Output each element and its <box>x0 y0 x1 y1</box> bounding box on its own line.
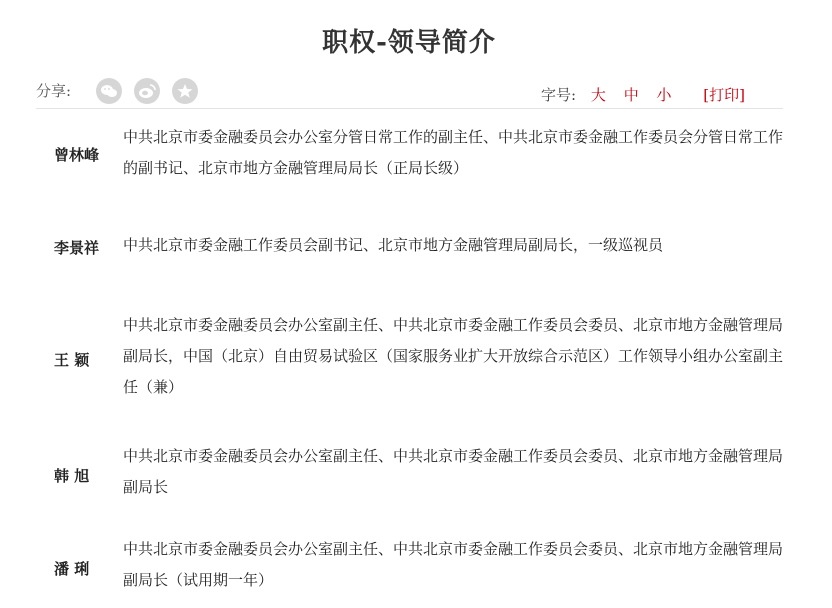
leader-title: 中共北京市委金融工作委员会副书记、北京市地方金融管理局副局长，一级巡视员 <box>123 236 664 254</box>
leader-name: 潘 琍 <box>54 560 90 578</box>
leader-title: 中共北京市委金融委员会办公室副主任、中共北京市委金融工作委员会委员、北京市地方金融管理局副局长（试用期一年） <box>123 540 784 589</box>
leader-name: 李景祥 <box>54 239 100 257</box>
leader-name: 韩 旭 <box>54 467 90 485</box>
print-link[interactable]: [打印] <box>703 86 745 104</box>
font-size-large-link[interactable]: 大 <box>590 86 606 104</box>
share-label: 分享: <box>36 82 72 100</box>
weibo-icon[interactable] <box>134 78 160 104</box>
favorite-star-icon[interactable] <box>172 78 198 104</box>
leader-title: 中共北京市委金融委员会办公室分管日常工作的副主任、中共北京市委金融工作委员会分管日常工作的副书记、北京市地方金融管理局局长（正局长级） <box>123 128 784 177</box>
leader-title: 中共北京市委金融委员会办公室副主任、中共北京市委金融工作委员会委员、北京市地方金融管理局副局长，中国（北京）自由贸易试验区（国家服务业扩大开放综合示范区）工作领导小组办公室副主任（兼） <box>123 316 784 396</box>
leader-name: 王 颖 <box>54 351 90 369</box>
font-size-medium-link[interactable]: 中 <box>623 86 639 104</box>
font-size-small-link[interactable]: 小 <box>656 86 672 104</box>
font-size-label: 字号: <box>541 86 577 104</box>
font-size-controls <box>541 84 745 105</box>
wechat-icon[interactable] <box>96 78 122 104</box>
page-title: 职权-领导简介 <box>322 28 496 58</box>
leader-name: 曾林峰 <box>54 146 100 164</box>
leader-title: 中共北京市委金融委员会办公室副主任、中共北京市委金融工作委员会委员、北京市地方金融管理局副局长 <box>123 447 784 496</box>
article-toolbar <box>36 76 783 109</box>
